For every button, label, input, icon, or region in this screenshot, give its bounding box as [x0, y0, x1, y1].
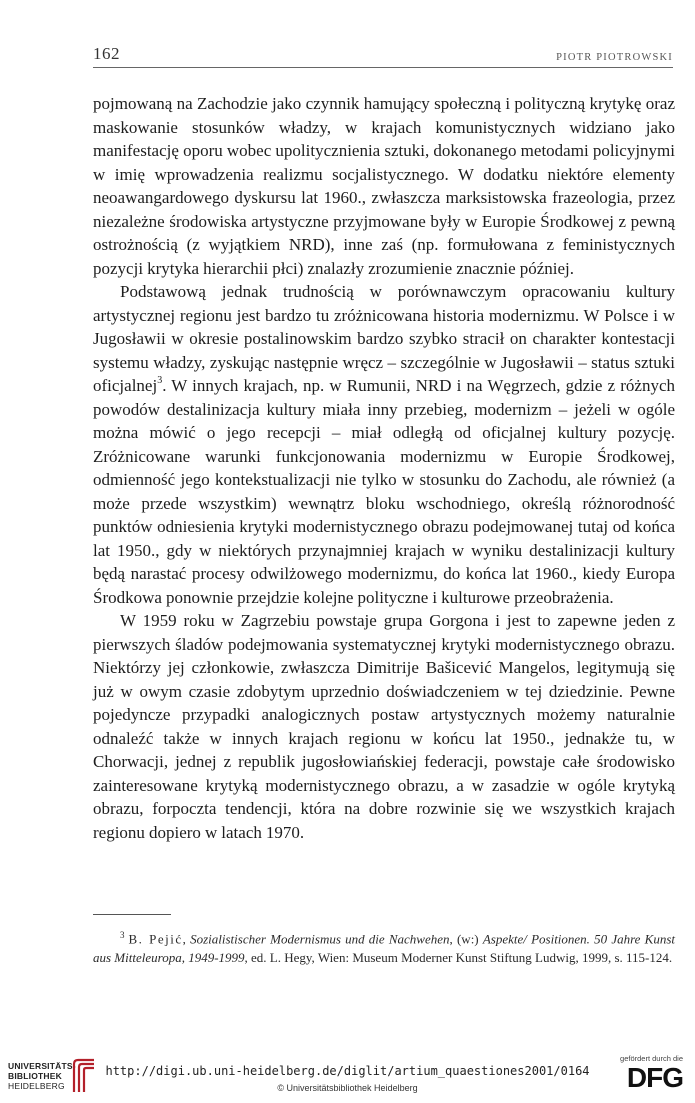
footnote-book: Aspekte/ Positionen. 50 Jahre Kunst aus Mitteleuropa, 1949-1999 — [93, 931, 675, 966]
copyright-notice: © Universitätsbibliothek Heidelberg — [277, 1083, 418, 1093]
paragraph-2-part-a: Podstawową jednak trudnością w porównawczym opracowaniu kultury artystycznej regionu jest bardzo tu zróżnicowana historia modernizmu. W Polsce i w Jugosławii w okresie postalinowskim bardzo szybko stracił on charakter kontestacji systemu władzy, zyskując następnie wręcz – szczególnie w Jugosławii – status sztuki oficjalnej — [93, 282, 675, 395]
permalink-url[interactable]: http://digi.ub.uni-heidelberg.de/diglit/artium_quaestiones2001/0164 — [105, 1064, 590, 1078]
paragraph-2-part-b: . W innych krajach, np. w Rumunii, NRD i na Węgrzech, gdzie z różnych powodów destalinizacja kultury miała inny przebieg, modernizm – jeżeli w ogóle można mówić o jego recepcji – miał odległą od oficjalnej kultury pozycję. Zróżnicowane warunki funkcjonowania modernizmu w Europie Środkowej, odmienność jego kontekstualizacji nie tylko w stosunku do Zachodu, ale również (a może przede wszystkim) wewnątrz bloku wschodniego, określą różnorodność punktów odniesienia krytyki modernistycznego obrazu podejmowanej tutaj od końca lat 1950., gdy w niektórych przynajmniej krajach w wyniku destalinizacji kultury będą narastać procesy odwilżowego modernizmu, do końca lat 1960., kiedy Europa Środkowa ponownie przejdzie kolejne polityczne i kulturowe przeobrażenia. — [93, 376, 675, 607]
footnote-number: 3 — [120, 930, 125, 940]
page-footer — [0, 1050, 695, 1103]
running-author: PIOTR PIOTROWSKI — [556, 52, 673, 63]
footnote: $^3$ B. Pejić, Sozialistischer Modernismus und die Nachwehen, (w:) Aspekte/ Positionen. 50 Jahre Kunst aus Mitteleuropa, 1949-1999, ed. L. Hegy, Wien: Museum Moderner Kunst Stiftung Ludwig, 1999, s. 115-124. — [93, 930, 675, 966]
library-name-line-2: BIBLIOTHEK — [8, 1071, 62, 1081]
dfg-logo: DFG — [626, 1062, 683, 1093]
footnote-in-label: , (w:) — [449, 931, 483, 947]
footnote-reference[interactable]: 3 — [157, 375, 163, 387]
running-head — [93, 45, 673, 68]
paragraph-1: pojmowaną na Zachodzie jako czynnik hamujący społeczną i polityczną krytykę oraz maskowanie stosunków władzy, w krajach komunistycznych widziano jako manifestację oporu wobec upolitycznienia sztuki, dokonanego metodami policyjnymi w imię wprowadzenia realizmu socjalistycznego. W dodatku niektóre elementy neoawangardowego dyskursu lat 1960., zwłaszcza marksistowska frazeologia, przez niezależne środowiska artystyczne przyjmowane były w Europie Środkowej z pewną ostrożnością (z wyjątkiem NRD), inne zaś (np. formułowana z feministycznych pozycji krytyka hierarchii płci) znalazły zrozumienie znacznie później. — [93, 94, 675, 278]
paragraph-3: W 1959 roku w Zagrzebiu powstaje grupa Gorgona i jest to zapewne jeden z pierwszych śladów podejmowania systematycznej krytyki modernistycznego obrazu. Niektórzy jej członkowie, zwłaszcza Dimitrije Bašicević Mangelos, legitymują się już w owym czasie zdobytym uprzednio doświadczeniem w tej dziedzinie. Pewne pojedyncze przypadki analogicznych postaw artystycznych możemy naturalnie odnaleźć także w innych krajach regionu w końcu lat 1950., jednakże tu, w Chorwacji, jednej z republik jugosłowiańskiej federacji, powstaje całe środowisko zainteresowane krytyką modernistycznego obrazu, a w zasadzie w ogóle krytyką obrazu, forpoczta tendencji, która na dobre rozwinie się we wszystkich krajach regionu dopiero w latach 1970. — [93, 611, 675, 842]
footnote-rest: , ed. L. Hegy, Wien: Museum Moderner Kunst Stiftung Ludwig, 1999, s. 115-124. — [244, 950, 673, 966]
library-name-line-1: UNIVERSITÄTS- — [8, 1061, 76, 1071]
body-text — [93, 92, 675, 844]
footnote-rule — [93, 914, 171, 915]
library-name-line-3: HEIDELBERG — [8, 1081, 65, 1091]
footnote-author: B. Pejić — [128, 931, 183, 947]
page-number: 162 — [93, 44, 120, 63]
paragraph-2 — [93, 280, 675, 609]
funder-label: gefördert durch die — [620, 1054, 683, 1063]
footnote-title: Sozialistischer Modernismus und die Nachwehen — [190, 931, 450, 947]
